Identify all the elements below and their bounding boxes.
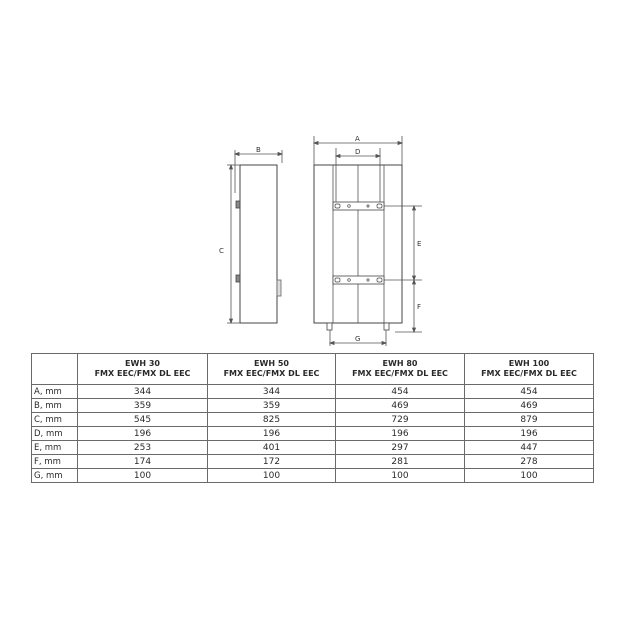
column-header: EWH 80 FMX EEC/FMX DL EEC bbox=[336, 354, 465, 385]
label-d: D bbox=[355, 148, 361, 156]
row-label: D, mm bbox=[32, 427, 78, 441]
cell: 469 bbox=[336, 399, 465, 413]
column-header: EWH 100 FMX EEC/FMX DL EEC bbox=[465, 354, 594, 385]
row-label: E, mm bbox=[32, 441, 78, 455]
cell: 729 bbox=[336, 413, 465, 427]
cell: 100 bbox=[78, 469, 208, 483]
cell: 825 bbox=[208, 413, 336, 427]
table-row bbox=[32, 385, 594, 399]
label-e: E bbox=[417, 240, 422, 248]
row-label: A, mm bbox=[32, 385, 78, 399]
cell: 344 bbox=[78, 385, 208, 399]
cell: 100 bbox=[208, 469, 336, 483]
cell: 253 bbox=[78, 441, 208, 455]
corner-cell bbox=[32, 354, 78, 385]
cell: 172 bbox=[208, 455, 336, 469]
row-label: B, mm bbox=[32, 399, 78, 413]
label-c: C bbox=[219, 247, 224, 255]
table-header-row bbox=[32, 354, 594, 385]
cell: 100 bbox=[465, 469, 594, 483]
row-label: G, mm bbox=[32, 469, 78, 483]
table-row bbox=[32, 455, 594, 469]
label-b: B bbox=[256, 146, 261, 154]
cell: 447 bbox=[465, 441, 594, 455]
column-header: EWH 30 FMX EEC/FMX DL EEC bbox=[78, 354, 208, 385]
cell: 196 bbox=[465, 427, 594, 441]
cell: 879 bbox=[465, 413, 594, 427]
cell: 196 bbox=[336, 427, 465, 441]
label-a: A bbox=[355, 135, 360, 143]
cell: 359 bbox=[78, 399, 208, 413]
column-header: EWH 50 FMX EEC/FMX DL EEC bbox=[208, 354, 336, 385]
side-view bbox=[227, 150, 282, 323]
cell: 454 bbox=[465, 385, 594, 399]
cell: 100 bbox=[336, 469, 465, 483]
front-view bbox=[314, 136, 422, 346]
row-label: F, mm bbox=[32, 455, 78, 469]
cell: 454 bbox=[336, 385, 465, 399]
cell: 281 bbox=[336, 455, 465, 469]
table-row bbox=[32, 469, 594, 483]
table-row bbox=[32, 413, 594, 427]
cell: 297 bbox=[336, 441, 465, 455]
cell: 174 bbox=[78, 455, 208, 469]
cell: 401 bbox=[208, 441, 336, 455]
label-g: G bbox=[355, 335, 361, 343]
cell: 545 bbox=[78, 413, 208, 427]
table-row bbox=[32, 399, 594, 413]
cell: 196 bbox=[208, 427, 336, 441]
row-label: C, mm bbox=[32, 413, 78, 427]
label-f: F bbox=[417, 303, 422, 311]
cell: 359 bbox=[208, 399, 336, 413]
cell: 469 bbox=[465, 399, 594, 413]
cell: 278 bbox=[465, 455, 594, 469]
table-row bbox=[32, 427, 594, 441]
cell: 196 bbox=[78, 427, 208, 441]
dimensions-table bbox=[31, 353, 594, 483]
cell: 344 bbox=[208, 385, 336, 399]
table-row bbox=[32, 441, 594, 455]
